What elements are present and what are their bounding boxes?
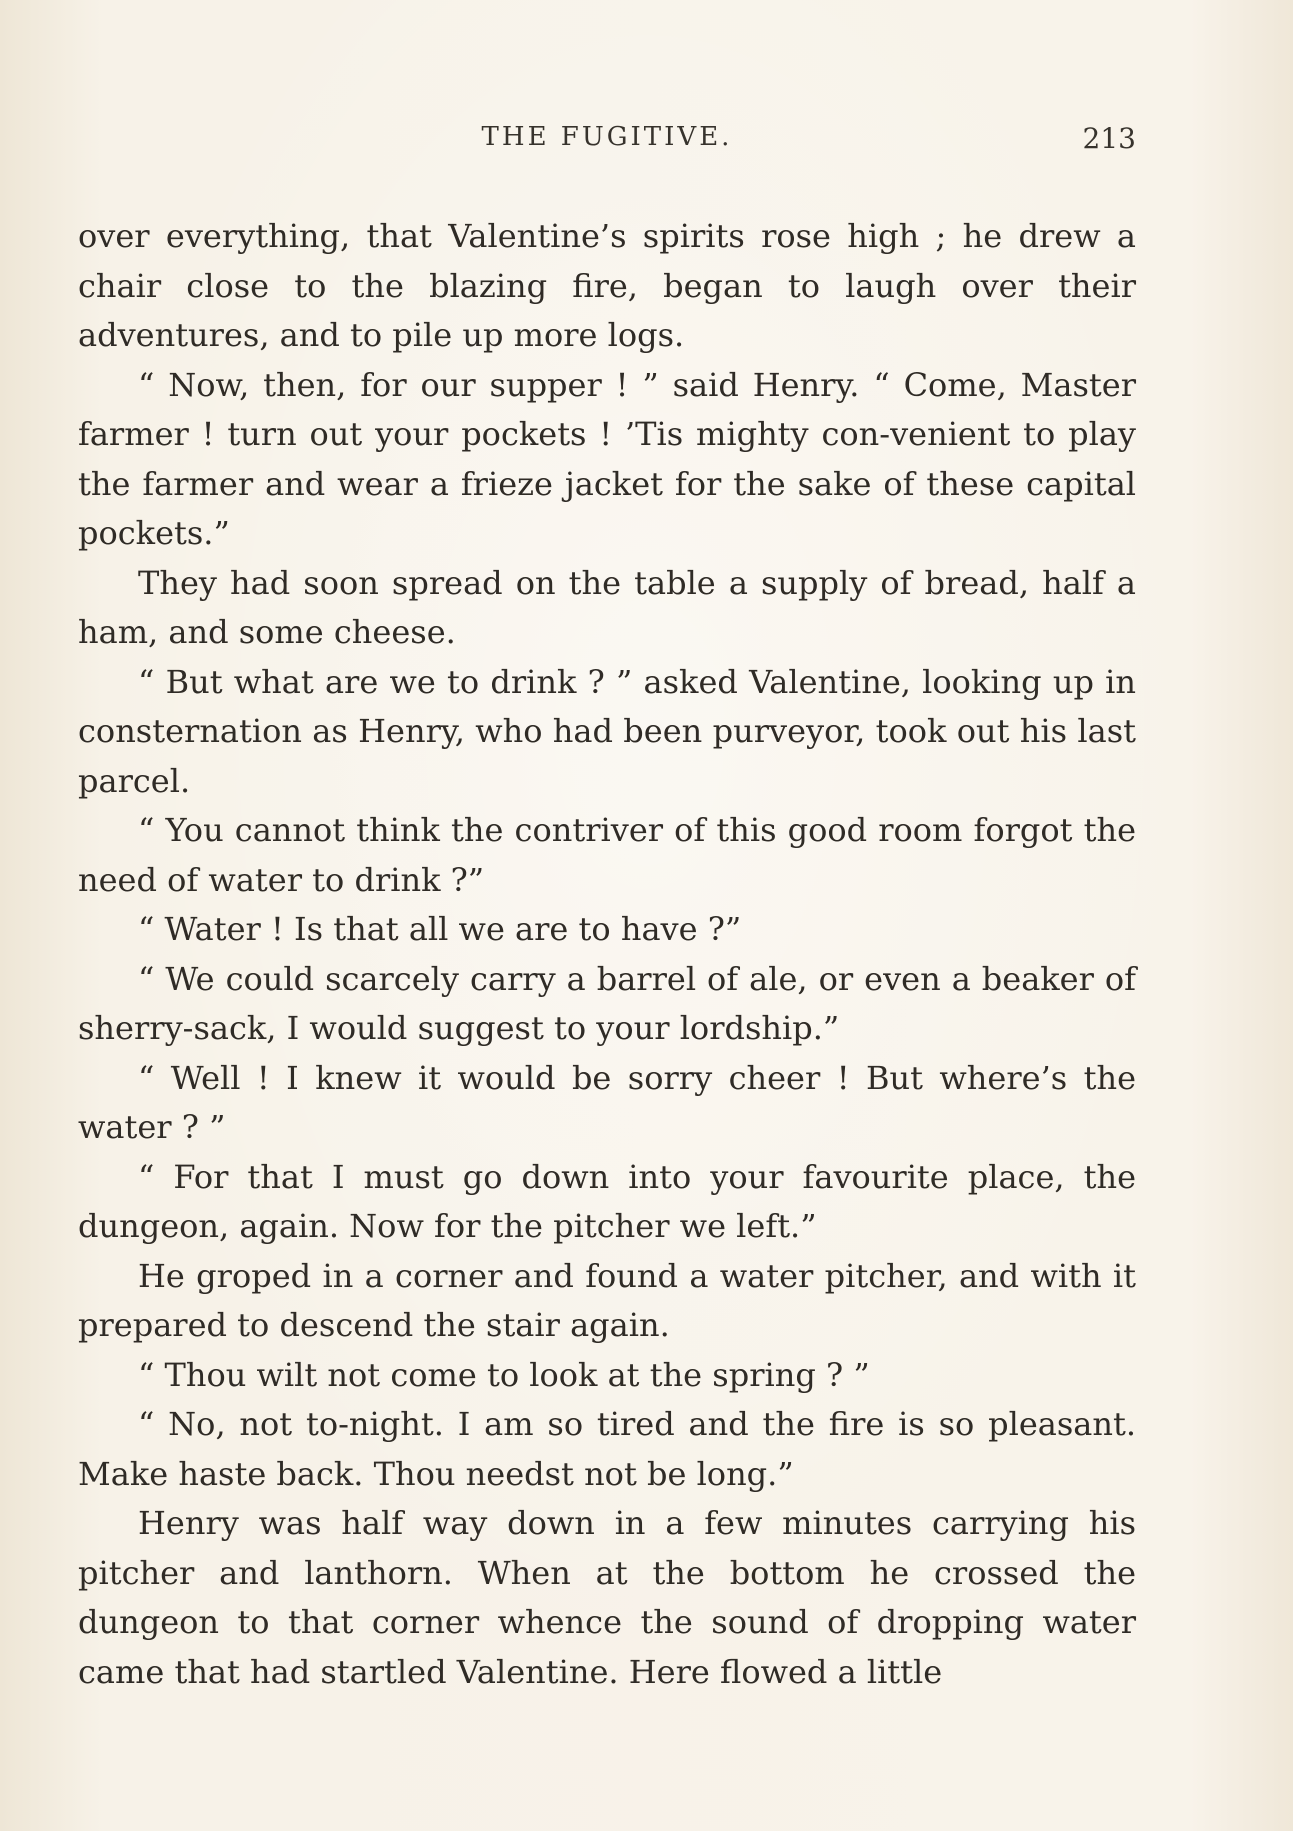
page-number: 213 [1082, 122, 1136, 155]
paragraph: over everything, that Valentine’s spirits rose high ; he drew a chair close to the blazing fire, began to laugh over their adventures, and to pile up more logs. [78, 217, 1136, 354]
paragraph: “ We could scarcely carry a barrel of ale, or even a beaker of sherry-sack, I would suggest to your lordship.” [78, 959, 1136, 1047]
running-head [78, 122, 1136, 162]
paragraph: Henry was half way down in a few minutes carrying his pitcher and lanthorn. When at the bottom he crossed the dungeon to that corner whence the sound of dropping water came that had startled Valentine. Here flowed a little [78, 1504, 1136, 1691]
body-text [78, 212, 1136, 1697]
paragraph: They had soon spread on the table a supply of bread, half a ham, and some cheese. [78, 563, 1136, 651]
paragraph: “ Well ! I knew it would be sorry cheer ! But where’s the water ? ” [78, 1058, 1136, 1146]
paragraph: “ Now, then, for our supper ! ” said Henry. “ Come, Master farmer ! turn out your pockets ! ’Tis mighty con-venient to play the farmer and wear a frieze jacket for the sake of these capital pockets.” [78, 365, 1136, 552]
paragraph: “ No, not to-night. I am so tired and the fire is so pleasant. Make haste back. Thou needst not be long.” [78, 1405, 1136, 1493]
paragraph: He groped in a corner and found a water pitcher, and with it prepared to descend the stair again. [78, 1256, 1136, 1344]
running-title: THE FUGITIVE. [481, 122, 733, 152]
paragraph: “ You cannot think the contriver of this good room forgot the need of water to drink ?” [78, 811, 1136, 899]
paragraph: “ Water ! Is that all we are to have ?” [138, 910, 742, 948]
paragraph: “ But what are we to drink ? ” asked Valentine, looking up in consternation as Henry, who had been purveyor, took out his last parcel. [78, 662, 1136, 800]
paragraph: “ Thou wilt not come to look at the spring ? ” [138, 1355, 870, 1394]
paragraph: “ For that I must go down into your favourite place, the dungeon, again. Now for the pitcher we left.” [78, 1157, 1136, 1245]
